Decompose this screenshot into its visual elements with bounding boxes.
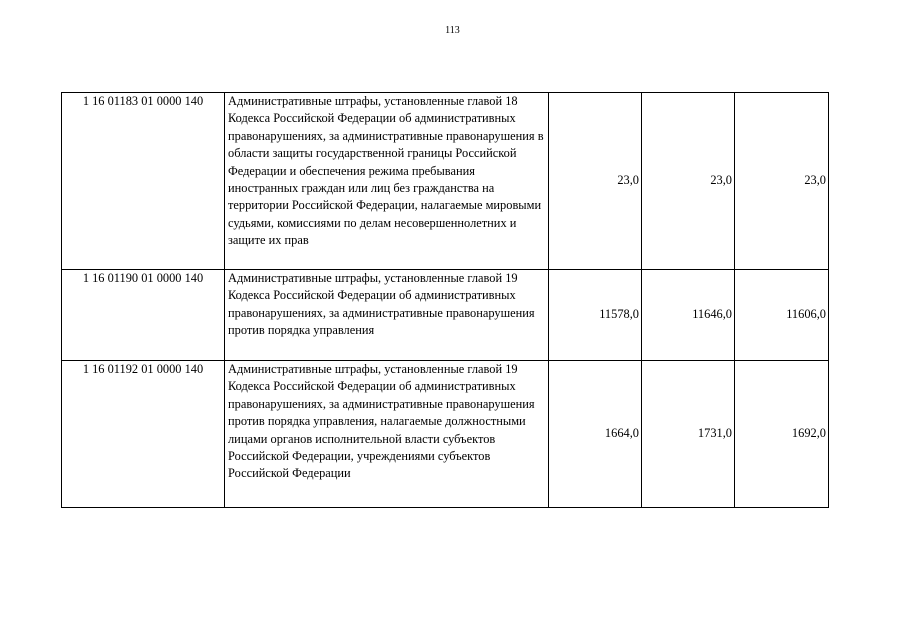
value-cell-year-2: 23,0 [642,93,735,270]
classification-code-cell: 1 16 01192 01 0000 140 [62,361,225,508]
value-cell-year-1: 1664,0 [549,361,642,508]
description-cell: Административные штрафы, установленные главой 19 Кодекса Российской Федерации об административных правонарушениях, за административные правонарушения против порядка управления, налагаемые должностными лицами органов исполнительной власти субъектов Российской Федерации, учреждениями субъектов Российской Федерации [225,361,549,508]
value-cell-year-2: 1731,0 [642,361,735,508]
value-cell-year-1: 11578,0 [549,270,642,361]
classification-code-cell: 1 16 01183 01 0000 140 [62,93,225,270]
budget-revenue-table [61,92,829,508]
table-row [62,270,829,361]
page-number: 113 [445,25,460,36]
description-cell: Административные штрафы, установленные главой 19 Кодекса Российской Федерации об административных правонарушениях, за административные правонарушения против порядка управления [225,270,549,361]
classification-code-cell: 1 16 01190 01 0000 140 [62,270,225,361]
value-cell-year-3: 23,0 [735,93,829,270]
description-cell: Административные штрафы, установленные главой 18 Кодекса Российской Федерации об административных правонарушениях, за административные правонарушения в области защиты государственной границы Российской Федерации и обеспечения режима пребывания иностранных граждан или лиц без гражданства на территории Российской Федерации, налагаемые мировыми судьями, комиссиями по делам несовершеннолетних и защите их прав [225,93,549,270]
value-cell-year-2: 11646,0 [642,270,735,361]
value-cell-year-3: 11606,0 [735,270,829,361]
value-cell-year-3: 1692,0 [735,361,829,508]
table-row [62,93,829,270]
value-cell-year-1: 23,0 [549,93,642,270]
table-row [62,361,829,508]
